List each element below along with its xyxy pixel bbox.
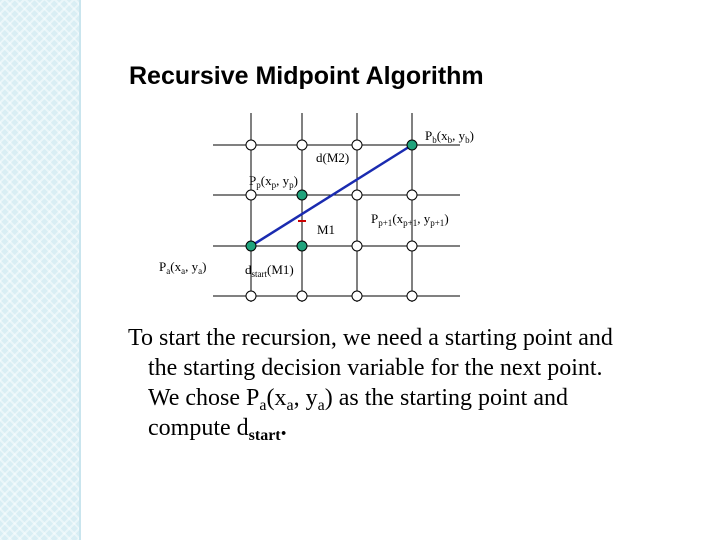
label-pp1-main: P xyxy=(371,211,379,226)
point-r2c3 xyxy=(352,190,362,200)
label-pb-mid: (x xyxy=(436,128,448,143)
label-pp1-sub3: p+1 xyxy=(430,218,445,228)
label-pa-end: ) xyxy=(202,259,207,274)
label-pp1-sub2: p+1 xyxy=(403,218,418,228)
label-d-start xyxy=(245,262,294,277)
label-pp1-end: ) xyxy=(444,211,449,226)
label-pp-sub3: p xyxy=(289,180,294,190)
label-pp1-mid: (x xyxy=(392,211,404,226)
point-r2c4 xyxy=(407,190,417,200)
point-pp xyxy=(297,190,307,200)
body-line-3-c: , y xyxy=(293,385,318,411)
point-r3c4 xyxy=(407,241,417,251)
point-r4c1 xyxy=(246,291,256,301)
label-pb-sep: , y xyxy=(452,128,466,143)
point-r1c2 xyxy=(297,140,307,150)
label-pa-sub3: a xyxy=(198,266,203,276)
label-pa-sub1: a xyxy=(166,266,171,276)
label-pa-main: P xyxy=(159,259,167,274)
point-r2c1 xyxy=(246,190,256,200)
point-r1c3 xyxy=(352,140,362,150)
label-pp-main: P xyxy=(249,173,257,188)
label-m1: M1 xyxy=(317,222,336,237)
body-line-4-sub: start xyxy=(248,427,281,444)
label-pb xyxy=(425,128,474,143)
label-pp-end: ) xyxy=(293,173,298,188)
body-line-3-sub2: a xyxy=(286,397,294,414)
point-pp1-candidate xyxy=(297,241,307,251)
label-pa xyxy=(159,259,206,274)
label-pp-sep: , y xyxy=(276,173,290,188)
label-pa-mid: (x xyxy=(170,259,182,274)
body-line-3-sub1: a xyxy=(259,397,267,414)
label-pp1 xyxy=(371,211,449,226)
point-r3c3 xyxy=(352,241,362,251)
label-pp1-sep: , y xyxy=(417,211,431,226)
label-pp-sub1: p xyxy=(256,180,261,190)
body-line-3-sub3: a xyxy=(317,397,325,414)
label-pp1-sub1: p+1 xyxy=(378,218,393,228)
label-pb-end: ) xyxy=(469,128,474,143)
slide-title: Recursive Midpoint Algorithm xyxy=(129,62,484,90)
body-line-3-d: ) as the starting point and xyxy=(324,385,568,411)
slide-body-text xyxy=(128,323,698,443)
label-d-m2: d(M2) xyxy=(316,150,350,165)
label-pp-sub2: p xyxy=(271,180,277,190)
body-line-3-b: (x xyxy=(266,385,287,411)
point-r4c4 xyxy=(407,291,417,301)
body-line-4-sub-wrap xyxy=(249,427,281,444)
label-d-start-end: (M1) xyxy=(267,262,294,277)
body-line-4-a: compute d xyxy=(148,415,249,441)
label-d-start-sub: start xyxy=(251,269,267,279)
label-pp xyxy=(249,173,298,188)
body-line-1: To start the recursion, we need a starting point and xyxy=(128,325,613,351)
label-pa-sub2: a xyxy=(181,266,186,276)
point-r4c3 xyxy=(352,291,362,301)
body-line-2: the starting decision variable for the next point. xyxy=(148,355,603,381)
label-pb-sub2: b xyxy=(447,135,453,145)
point-r4c2 xyxy=(297,291,307,301)
label-pb-main: P xyxy=(425,128,433,143)
label-pb-sub1: b xyxy=(432,135,437,145)
label-pa-sep: , y xyxy=(185,259,199,274)
label-pp-mid: (x xyxy=(260,173,272,188)
label-d-start-main: d xyxy=(245,262,252,277)
body-line-4 xyxy=(128,413,698,443)
label-pb-sub3: b xyxy=(465,135,470,145)
point-pb xyxy=(407,140,417,150)
point-pa xyxy=(246,241,256,251)
body-line-4-end: . xyxy=(280,415,287,441)
body-line-3-a: We chose P xyxy=(148,385,260,411)
body-line-3 xyxy=(128,383,698,413)
point-r1c1 xyxy=(246,140,256,150)
